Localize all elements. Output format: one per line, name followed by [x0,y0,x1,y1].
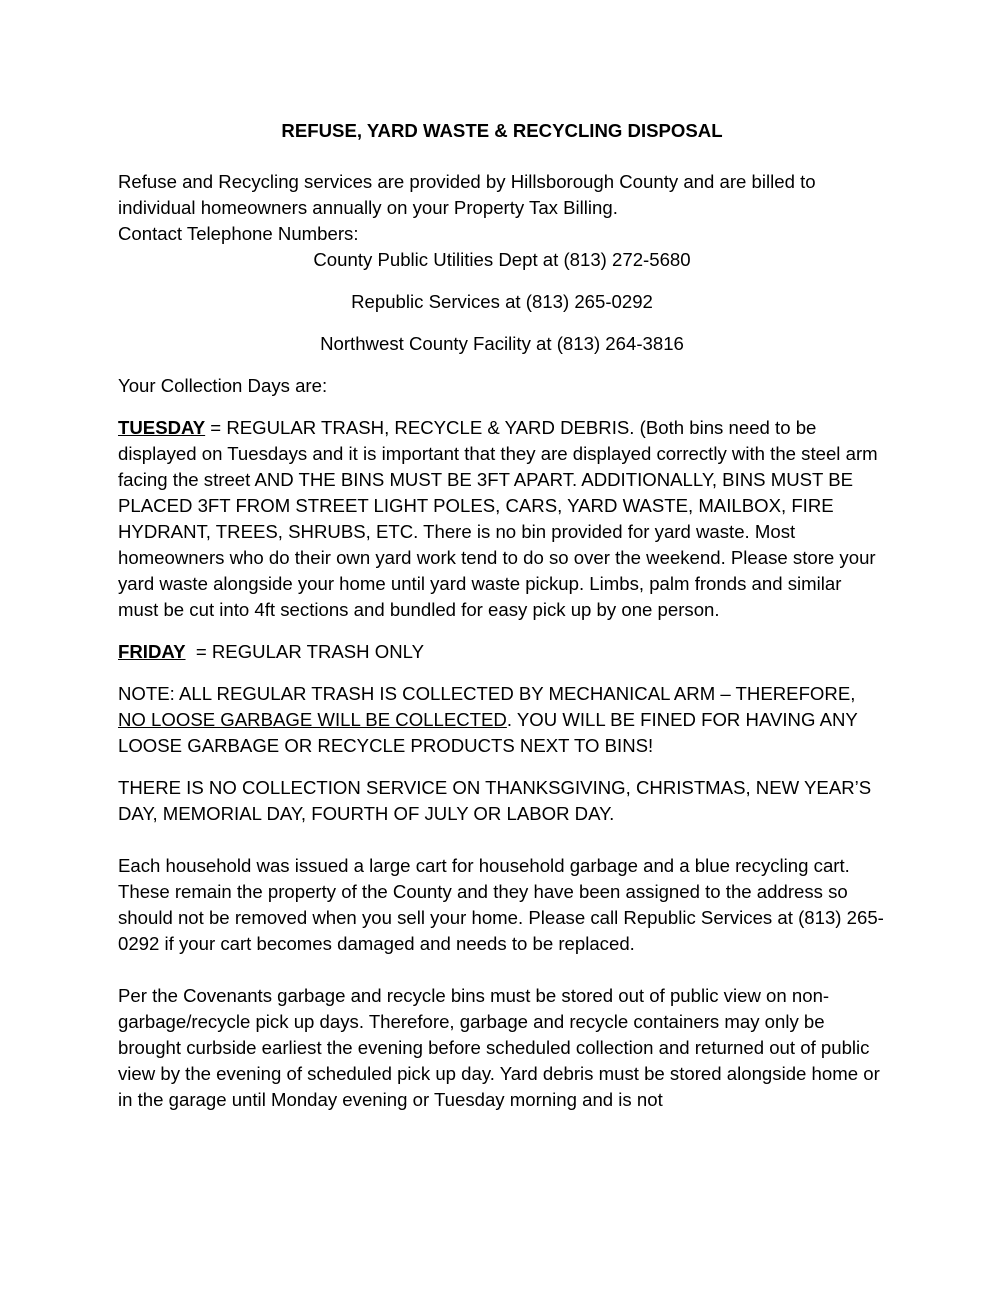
note-paragraph [118,681,886,759]
tuesday-paragraph [118,415,886,623]
friday-text: = REGULAR TRASH ONLY [185,641,425,662]
document-title: REFUSE, YARD WASTE & RECYCLING DISPOSAL [281,120,723,141]
carts-paragraph: Each household was issued a large cart for household garbage and a blue recycling cart. These remain the property of the County and they have been assigned to the address so should not be removed when you sell your home. Please call Republic Services at (813) 265-0292 if your cart becomes damaged and needs to be replaced. [118,855,884,954]
note-text-after: . YOU WILL BE FINED FOR HAVING ANY LOOSE GARBAGE OR RECYCLE PRODUCTS NEXT TO BINS! [118,709,858,756]
covenants-paragraph: Per the Covenants garbage and recycle bins must be stored out of public view on non-garbage/recycle pick up days. Therefore, garbage and recycle containers may only be brought curbside earliest the evening before scheduled collection and returned out of public view by the evening of scheduled pick up day. Yard debris must be stored alongside home or in the garage until Monday evening or Tuesday morning and is not [118,985,880,1110]
tuesday-text: = REGULAR TRASH, RECYCLE & YARD DEBRIS. (Both bins need to be displayed on Tuesdays and it is important that they are displayed correctly with the steel arm facing the street AND THE BINS MUST BE 3FT APART. ADDITIONALLY, BINS MUST BE PLACED 3FT FROM STREET LIGHT POLES, CARS, YARD WASTE, MAILBOX, FIRE HYDRANT, TREES, SHRUBS, ETC. There is no bin provided for yard waste. Most homeowners who do their own yard work tend to do so over the weekend. Please store your yard waste alongside your home until yard waste pickup. Limbs, palm fronds and similar must be cut into 4ft sections and bundled for easy pick up by one person. [118,417,878,620]
contact-heading: Contact Telephone Numbers: [118,223,359,244]
collection-heading: Your Collection Days are: [118,375,328,396]
note-underlined-text: NO LOOSE GARBAGE WILL BE COLLECTED [118,709,507,730]
friday-label: FRIDAY [118,641,186,662]
contact-line-republic: Republic Services at (813) 265-0292 [351,291,653,312]
document-page [118,118,886,1113]
intro-text: Refuse and Recycling services are provided by Hillsborough County and are billed to individual homeowners annually on your Property Tax Billing. [118,171,816,218]
intro-paragraph [118,169,886,247]
contact-line-northwest: Northwest County Facility at (813) 264-3816 [320,333,684,354]
note-text-before: NOTE: ALL REGULAR TRASH IS COLLECTED BY MECHANICAL ARM – THEREFORE, [118,683,856,704]
tuesday-label: TUESDAY [118,417,206,438]
friday-paragraph [118,639,886,665]
holiday-paragraph: THERE IS NO COLLECTION SERVICE ON THANKSGIVING, CHRISTMAS, NEW YEAR’S DAY, MEMORIAL DAY, FOURTH OF JULY OR LABOR DAY. [118,777,872,824]
contact-line-utilities: County Public Utilities Dept at (813) 272-5680 [313,249,691,270]
